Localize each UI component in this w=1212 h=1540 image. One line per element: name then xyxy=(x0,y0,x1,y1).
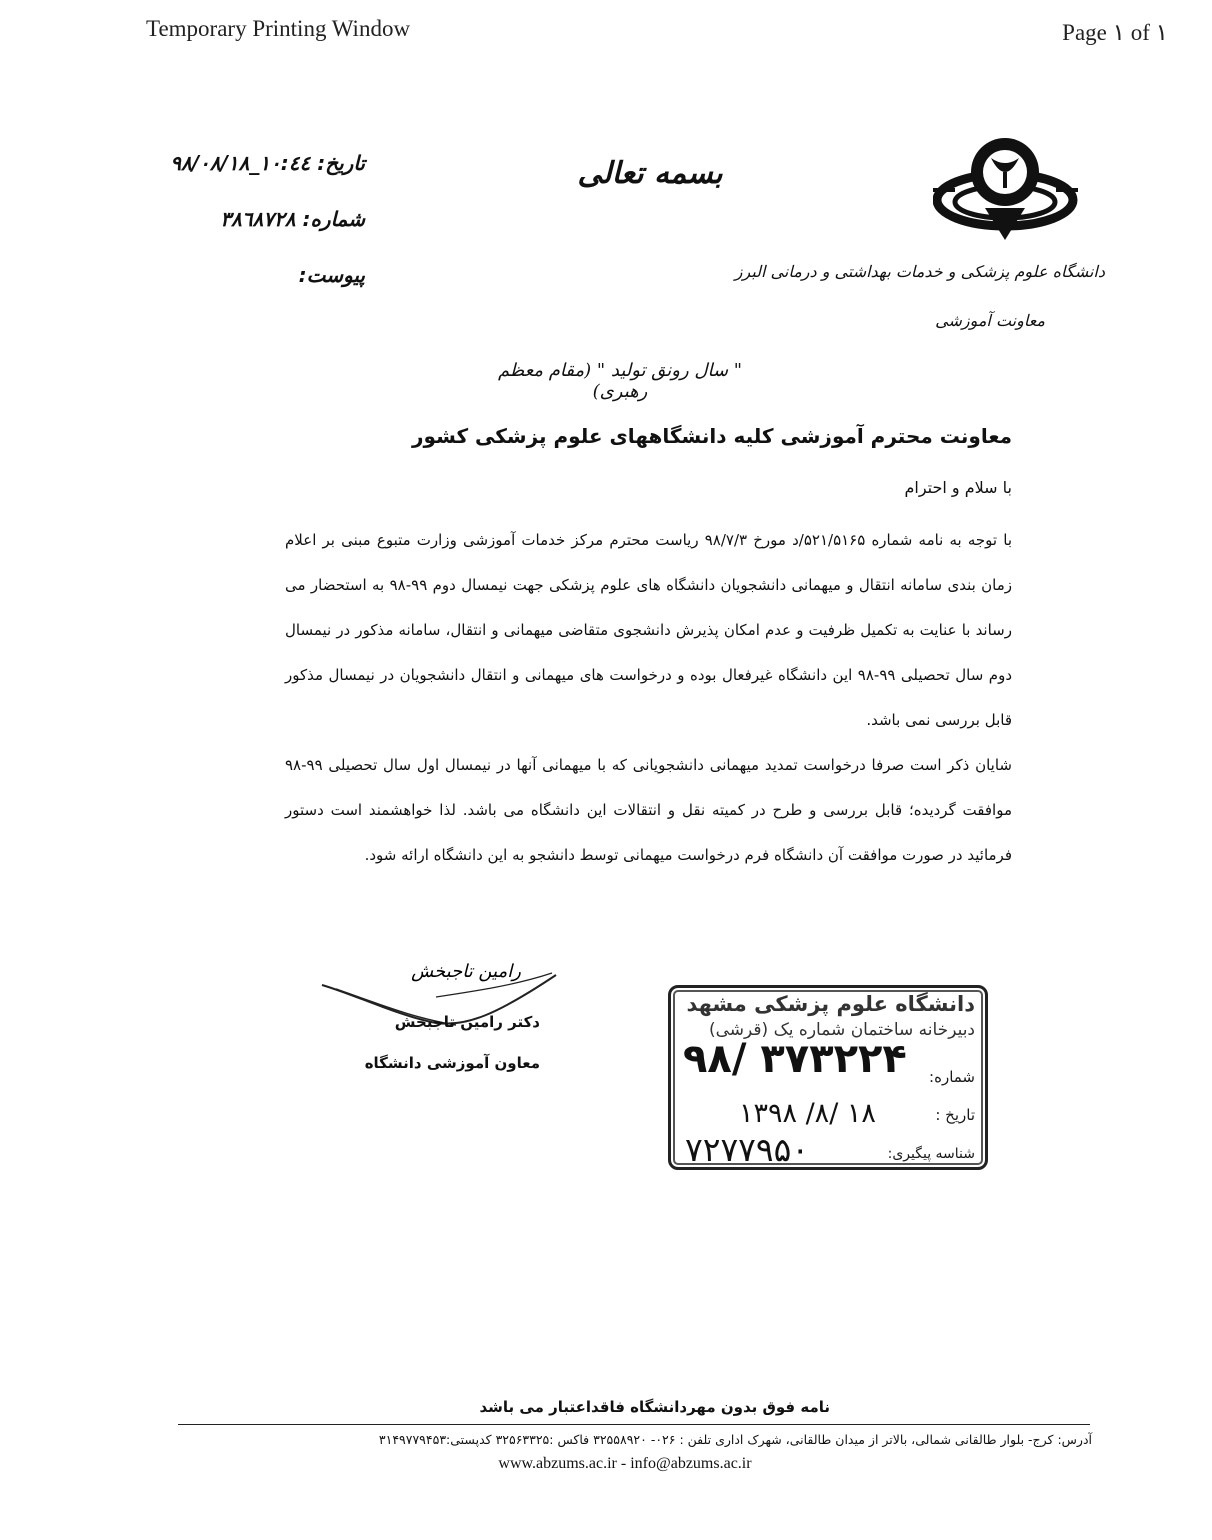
organization-department: معاونت آموزشی xyxy=(935,311,1045,330)
letter-number: شماره: ۳۸٦۸۷۲۸ xyxy=(220,207,365,231)
body-paragraph-1: با توجه به نامه شماره ۵۲۱/۵۱۶۵/د مورخ ۹۸/۷/۳ ریاست محترم مرکز خدمات آموزشی وزارت متبوع مبنی بر اعلام زمان بندی سامانه انتقال و میهمانی دانشجویان دانشگاه های علوم پزشکی جهت نیمسال دوم ۹۹-۹۸ به استحضار می رساند با عنایت به تکمیل ظرفیت و عدم امکان پذیرش دانشجوی متقاضی میهمانی و انتقال، سامانه مذکور در نیمسال دوم سال تحصیلی ۹۹-۹۸ این دانشگاه غیرفعال بوده و درخواست های میهمانی و انتقال دانشجویان در نیمسال مذکور قابل بررسی نمی باشد. xyxy=(285,531,1013,729)
footer-website: www.abzums.ac.ir - info@abzums.ac.ir xyxy=(498,1455,752,1472)
page-indicator: Page ۱ of ۱ xyxy=(1062,20,1168,45)
letter-body xyxy=(285,518,1012,878)
handwritten-signature: رامین تاجبخش xyxy=(411,961,521,982)
letter-date: تاریخ: ۱۰:٤٤_۹۸/۰۸/۱۸ xyxy=(170,151,365,175)
stamp-date-value: ۱۳۹۸ /۸/ ۱۸ xyxy=(739,1098,876,1129)
signer-title: معاون آموزشی دانشگاه xyxy=(364,1054,540,1072)
footer-notice: نامه فوق بدون مهردانشگاه فاقداعتبار می باشد xyxy=(479,1398,830,1416)
stamp-date-label: تاریخ : xyxy=(935,1106,975,1124)
stamp-tracking-label: شناسه پیگیری: xyxy=(887,1146,975,1162)
recipient-line: معاونت محترم آموزشی کلیه دانشگاههای علوم پزشکی کشور xyxy=(412,424,1012,448)
body-paragraph-2: شایان ذکر است صرفا درخواست تمدید میهمانی دانشجویانی که با میهمانی آنها در نیمسال اول سال تحصیلی ۹۹-۹۸ موافقت گردیده؛ قابل بررسی و طرح در کمیته نقل و انتقالات این دانشگاه می باشد. لذا خواهشمند است دستور فرمائید در صورت موافقت آن دانشگاه فرم درخواست میهمانی توسط دانشجو به این دانشگاه ارائه شود. xyxy=(285,756,1012,864)
year-slogan: " سال رونق تولید " (مقام معظم رهبری) xyxy=(497,360,743,402)
stamp-number-label: شماره: xyxy=(929,1068,975,1086)
greeting-line: با سلام و احترام xyxy=(904,478,1012,497)
window-title: Temporary Printing Window xyxy=(146,16,411,41)
organization-name: دانشگاه علوم پزشکی و خدمات بهداشتی و درمانی البرز xyxy=(734,262,1105,281)
registry-stamp xyxy=(668,985,988,1170)
university-emblem-icon xyxy=(933,128,1078,246)
stamp-tracking-value: ۷۲۷۷۹۵۰ xyxy=(685,1130,810,1169)
stamp-office: دبیرخانه ساختمان شماره یک (قرشی) xyxy=(708,1020,975,1040)
footer-divider xyxy=(178,1424,1090,1425)
stamp-number-value: ۹۸/ ۳۷۳۲۲۴ xyxy=(683,1036,907,1082)
letter-attachment: پیوست: xyxy=(298,263,365,287)
invocation-heading: بسمه تعالی xyxy=(577,156,723,191)
stamp-university: دانشگاه علوم پزشکی مشهد xyxy=(686,992,975,1016)
footer-address: آدرس: کرج- بلوار طالقانی شمالی، بالاتر از میدان طالقانی، شهرک اداری تلفن : ۰۲۶- ۳۲۵۵۸۹۲۰ فاکس :۳۲۵۶۳۳۲۵ کدپستی:۳۱۴۹۷۷۹۴۵۳ xyxy=(378,1432,1092,1447)
letter-meta xyxy=(150,150,365,318)
signer-name: دکتر رامین تاجبخش xyxy=(394,1013,540,1031)
